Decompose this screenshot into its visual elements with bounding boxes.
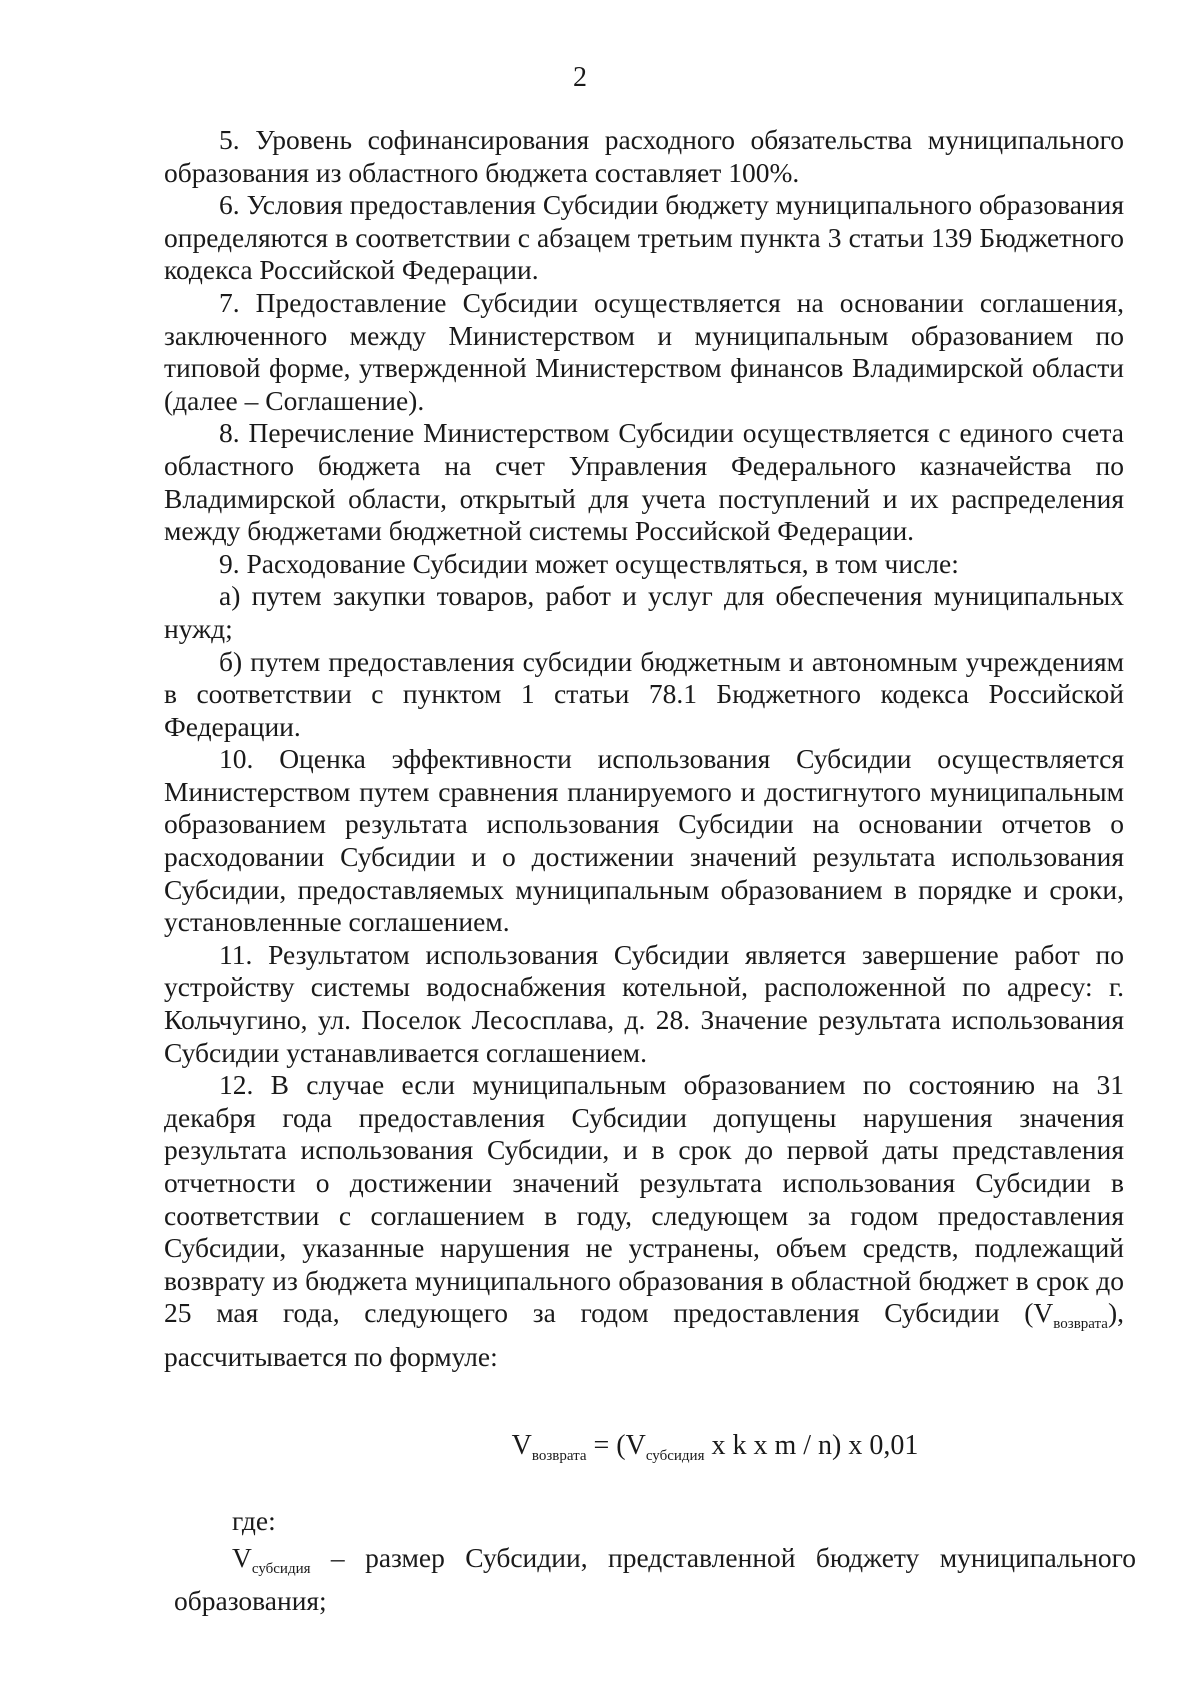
formula-tail: x k x m / n) x 0,01 <box>704 1430 919 1461</box>
paragraph-7: 7. Предоставление Субсидии осуществляется на основании соглашения, заключенного между Министерством и муниципальным образованием по типовой форме, утвержденной Министерством финансов Владимирской области (далее – Соглашение). <box>164 286 1124 416</box>
paragraph-8: 8. Перечисление Министерством Субсидии осуществляется с единого счета областного бюджета на счет Управления Федерального казначейства по Владимирской области, открытый для учета поступлений и их распределения между бюджетами бюджетной системы Российской Федерации. <box>164 417 1124 547</box>
definition-v-subsidy <box>174 1542 1136 1618</box>
paragraph-5: 5. Уровень софинансирования расходного обязательства муниципального образования из областного бюджета составляет 100%. <box>164 124 1124 188</box>
formula-v-return: V <box>511 1430 532 1461</box>
formula-sub-return: возврата <box>531 1448 587 1464</box>
paragraph-9b: б) путем предоставления субсидии бюджетным и автономным учреждениям в соответствии с пунктом 1 статьи 78.1 Бюджетного кодекса Российской Федерации. <box>164 645 1124 742</box>
definition-sub: субсидия <box>251 1560 311 1577</box>
paragraph-11: 11. Результатом использования Субсидии является завершение работ по устройству системы водоснабжения котельной, расположенной по адресу: г. Кольчугино, ул. Поселок Лесосплава, д. 28. Значение результата использования Субсидии устанавливается соглашением. <box>164 938 1124 1068</box>
paragraph-10: 10. Оценка эффективности использования Субсидии осуществляется Министерством путем сравнения планируемого и достигнутого муниципальным образованием результата использования Субсидии на основании отчетов о расходовании Субсидии и о достижении значений результата использования Субсидии, предоставляемых муниципальным образованием в порядке и сроки, установленные соглашением. <box>164 743 1124 938</box>
paragraph-9: 9. Расходование Субсидии может осуществляться, в том числе: <box>219 547 959 579</box>
formula-sub-subsidy: субсидия <box>645 1448 705 1464</box>
paragraph-12-main: 12. В случае если муниципальным образованием по состоянию на 31 декабря года предоставления Субсидии допущены нарушения значения результата использования Субсидии, и в срок до первой даты представления отчетности о достижении значений результата использования Субсидии в соответствии с соглашением в году, следующем за годом предоставления Субсидии, указанные нарушения не устранены, объем средств, подлежащий возврату из бюджета муниципального образования в областной бюджет в срок до 25 мая года, следующего за годом предоставления Субсидии (V <box>164 1069 1124 1329</box>
page-number: 2 <box>573 62 587 93</box>
paragraph-6: 6. Условия предоставления Субсидии бюджету муниципального образования определяются в соответствии с абзацем третьим пункта 3 статьи 139 Бюджетного кодекса Российской Федерации. <box>164 189 1124 286</box>
definition-text: – размер Субсидии, представленной бюджету муниципального образования; <box>174 1541 1136 1617</box>
paragraph-12-tail: ), рассчитывается по формуле: <box>164 1297 1124 1372</box>
formula-mid: = (V <box>586 1430 646 1461</box>
where-label: где: <box>232 1505 276 1536</box>
paragraph-9a: а) путем закупки товаров, работ и услуг для обеспечения муниципальных нужд; <box>164 580 1124 644</box>
paragraph-12-subscript: возврата <box>1053 1316 1108 1333</box>
return-formula <box>0 1430 1200 1465</box>
paragraph-12 <box>164 1069 1124 1373</box>
document-body <box>164 124 1124 1374</box>
definition-v: V <box>232 1541 252 1573</box>
formula-legend <box>174 1505 1136 1618</box>
